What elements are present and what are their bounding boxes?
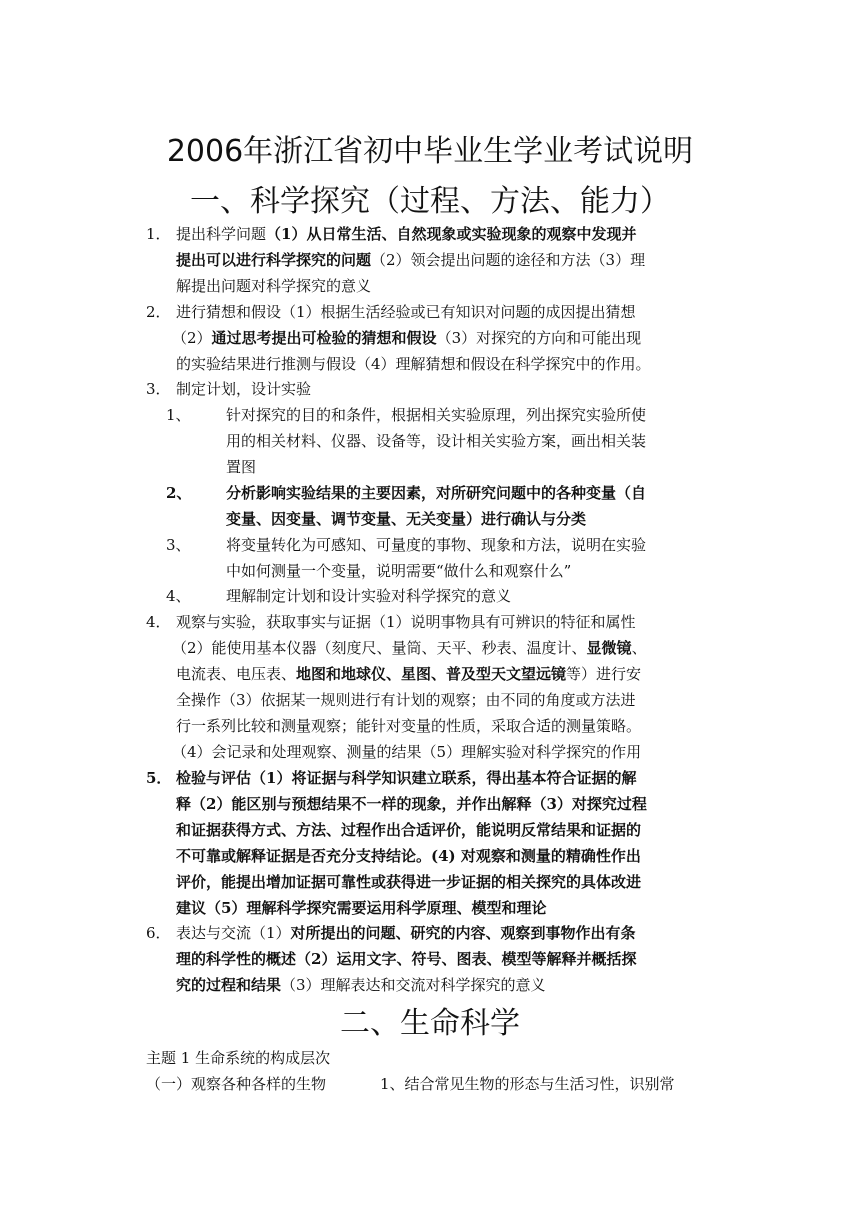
item-5-line-5: 评价，能提出增加证据可靠性或获得进一步证据的相关探究的具体改进 [176, 873, 642, 891]
item-4-line-5: 行一系列比较和测量观察；能针对变量的性质，采取合适的测量策略。 [176, 717, 642, 735]
item-3-sub-3-number: 3、 [166, 536, 191, 554]
item-6-line-1: 表达与交流（1）对所提出的问题、研究的内容、观察到事物作出有条 [176, 924, 636, 942]
item-6-number: 6． [146, 924, 171, 942]
item-3-sub-1-number: 1、 [166, 406, 191, 424]
item-3-sub-2-number: 2、 [166, 484, 192, 502]
item-1-number: 1． [146, 225, 171, 243]
item-1-line-1: 提出科学问题（1）从日常生活、自然现象或实验现象的观察中发现并 [176, 225, 637, 243]
item-4-number: 4． [146, 613, 171, 631]
item-6-line-3: 究的过程和结果（3）理解表达和交流对科学探究的意义 [176, 976, 546, 994]
item-5-number: 5． [146, 769, 172, 787]
item-4-line-4: 全操作（3）依据某一规则进行有计划的观察；由不同的角度或方法进 [176, 691, 636, 709]
item-3-sub-3-line-1: 将变量转化为可感知、可量度的事物、现象和方法，说明在实验 [226, 536, 647, 554]
subtopic-1-label: （一）观察各种各样的生物 [146, 1075, 327, 1093]
item-1-line-2: 提出可以进行科学探究的问题（2）领会提出问题的途径和方法（3）理 [176, 251, 646, 269]
item-5-line-1: 检验与评估（1）将证据与科学知识建立联系，得出基本符合证据的解 [176, 769, 637, 787]
item-3-sub-1-line-3: 置图 [226, 458, 257, 476]
subtopic-1-goal-1: 1、结合常见生物的形态与生活习性，识别常 [380, 1075, 675, 1093]
item-2-line-3: 的实验结果进行推测与假设（4）理解猜想和假设在科学探究中的作用。 [176, 355, 651, 373]
item-3-sub-1-line-2: 用的相关材料、仪器、设备等，设计相关实验方案，画出相关装 [226, 432, 647, 450]
section-2-heading: 二、生命科学 [340, 1006, 520, 1041]
item-3-line-1: 制定计划，设计实验 [176, 380, 312, 398]
item-3-sub-1-line-1: 针对探究的目的和条件，根据相关实验原理，列出探究实验所使 [226, 406, 647, 424]
item-4-line-3: 电流表、电压表、地图和地球仪、星图、普及型天文望远镜等）进行安 [176, 665, 642, 683]
section-1-heading: 一、科学探究（过程、方法、能力） [190, 184, 670, 219]
item-3-sub-3-line-2: 中如何测量一个变量，说明需要“做什么和观察什么” [226, 562, 572, 580]
item-5-line-3: 和证据获得方式、方法、过程作出合适评价，能说明反常结果和证据的 [176, 821, 642, 839]
item-1-line-3: 解提出问题对科学探究的意义 [176, 277, 372, 295]
item-5-line-6: 建议（5）理解科学探究需要运用科学原理、模型和理论 [176, 899, 547, 917]
item-3-sub-2-line-1: 分析影响实验结果的主要因素，对所研究问题中的各种变量（自 [226, 484, 647, 502]
item-5-line-2: 释（2）能区别与预想结果不一样的现象，并作出解释（3）对探究过程 [176, 795, 647, 813]
item-6-line-2: 理的科学性的概述（2）运用文字、符号、图表、模型等解释并概括探 [176, 950, 637, 968]
item-3-sub-4-number: 4、 [166, 587, 191, 605]
item-3-sub-4-line-1: 理解制定计划和设计实验对科学探究的意义 [226, 587, 512, 605]
item-4-line-6: （4）会记录和处理观察、测量的结果（5）理解实验对科学探究的作用 [172, 743, 642, 761]
item-3-number: 3． [146, 380, 171, 398]
item-5-line-4: 不可靠或解释证据是否充分支持结论。(4) 对观察和测量的精确性作出 [176, 847, 641, 865]
item-2-line-1: 进行猜想和假设（1）根据生活经验或已有知识对问题的成因提出猜想 [176, 303, 636, 321]
item-2-line-2: （2）通过思考提出可检验的猜想和假设（3）对探究的方向和可能出现 [172, 329, 642, 347]
topic-1-heading: 主题 1 生命系统的构成层次 [146, 1049, 331, 1067]
item-4-line-1: 观察与实验，获取事实与证据（1）说明事物具有可辨识的特征和属性 [176, 613, 636, 631]
item-4-line-2: （2）能使用基本仪器（刻度尺、量筒、天平、秒表、温度计、显微镜、 [172, 639, 647, 657]
item-3-sub-2-line-2: 变量、因变量、调节变量、无关变量）进行确认与分类 [226, 510, 587, 528]
item-2-number: 2． [146, 303, 171, 321]
document-title: 2006年浙江省初中毕业生学业考试说明 [166, 134, 694, 169]
